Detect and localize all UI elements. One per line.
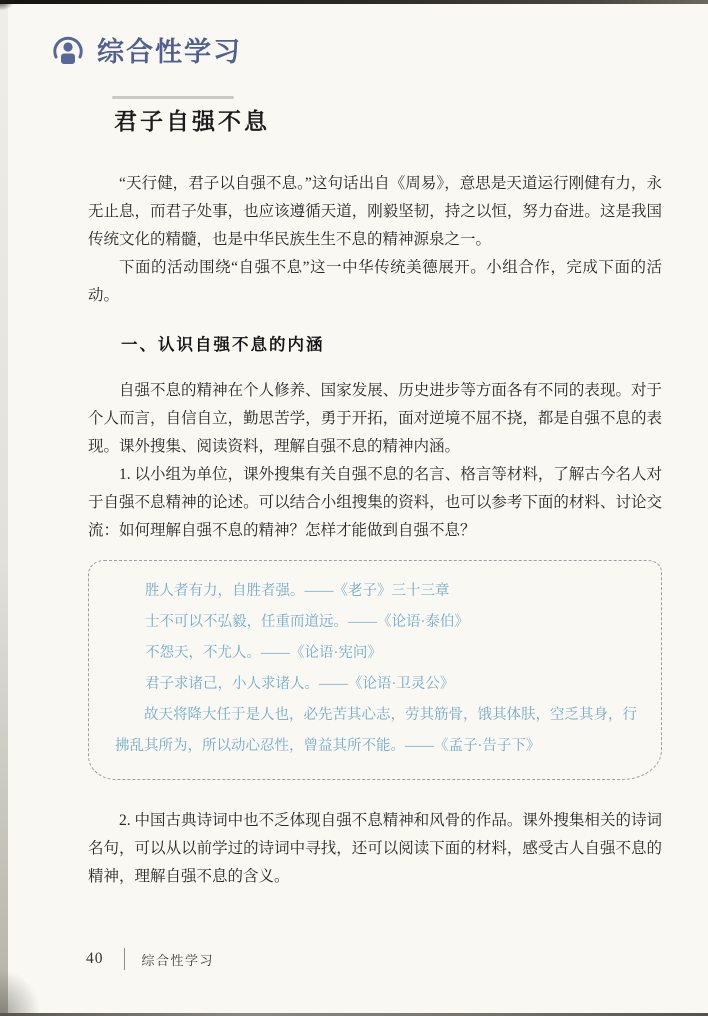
section-banner-label: 综合性学习 <box>97 37 242 67</box>
scan-edge-left <box>0 4 8 1016</box>
quote-text: 士不可以不弘毅，任重而道远。 <box>145 614 348 630</box>
intro-paragraph-1: “天行健，君子以自强不息。”这句话出自《周易》，意思是天道运行刚健有力，永无止息，而君子处事，也应该遵循天道，刚毅坚韧，持之以恒，努力奋进。这是我国传统文化的精髓，也是中华民族生生不息的精神源泉之一。 <box>88 175 662 248</box>
quote-text: 不怨天，不尤人。 <box>145 645 261 661</box>
quote-source: ——《孟子·告子下》 <box>405 738 541 754</box>
page-number: 40 <box>86 950 104 967</box>
quote-lunyu-xianwen <box>115 638 643 669</box>
page-title: 君子自强不息 <box>114 109 270 134</box>
scan-edge-top <box>0 0 708 4</box>
quote-lunyu-taibo <box>115 607 643 638</box>
scan-corner-bottom-left <box>0 970 40 1016</box>
intro-paragraph-2: 下面的活动围绕“自强不息”这一中华传统美德展开。小组合作，完成下面的活动。 <box>88 259 662 304</box>
quote-source: ——《论语·卫灵公》 <box>319 676 455 692</box>
quote-source: ——《论语·泰伯》 <box>348 614 469 630</box>
quote-laozi <box>115 576 643 607</box>
quote-text: 故天将降大任于是人也，必先苦其心志，劳其筋骨，饿其体肤，空乏其身，行拂乱其所为，所以动心忍性，曾益其所不能。 <box>115 707 637 754</box>
section-heading: 一、认识自强不息的内涵 <box>121 335 325 354</box>
section-paragraph: 自强不息的精神在个人修养、国家发展、历史进步等方面各有不同的表现。对于个人而言，自信自立，勤思苦学，勇于开拓，面对逆境不屈不挠，都是自强不息的表现。课外搜集、阅读资料，理解自强不息的精神内涵。 <box>88 382 662 455</box>
quote-box <box>88 560 662 780</box>
quote-text: 胜人者有力，自胜者强。 <box>145 583 305 599</box>
footer-section-label: 综合性学习 <box>141 952 215 968</box>
quote-mengzi <box>115 700 643 762</box>
page-footer <box>86 948 214 970</box>
quote-lunyu-weilinggong <box>115 669 643 700</box>
page-content <box>88 170 662 891</box>
activity-item-1: 1. 以小组为单位，课外搜集有关自强不息的名言、格言等材料，了解古今名人对于自强不息精神的论述。可以结合小组搜集的资料，也可以参考下面的材料、讨论交流：如何理解自强不息的精神？怎样才能做到自强不息？ <box>88 466 662 539</box>
section-banner <box>50 30 242 69</box>
activity-item-2: 2. 中国古典诗词中也不乏体现自强不息精神和风骨的作品。课外搜集相关的诗词名句，可以从以前学过的诗词中寻找，还可以阅读下面的材料，感受古人自强不息的精神，理解自强不息的含义。 <box>88 812 662 885</box>
footer-divider <box>124 948 125 970</box>
quote-source: ——《老子》三十三章 <box>304 583 450 599</box>
person-reading-icon <box>50 32 86 68</box>
quote-text: 君子求诸己，小人求诸人。 <box>145 676 319 692</box>
scan-smudge <box>112 96 234 99</box>
quote-source: ——《论语·宪问》 <box>261 645 382 661</box>
